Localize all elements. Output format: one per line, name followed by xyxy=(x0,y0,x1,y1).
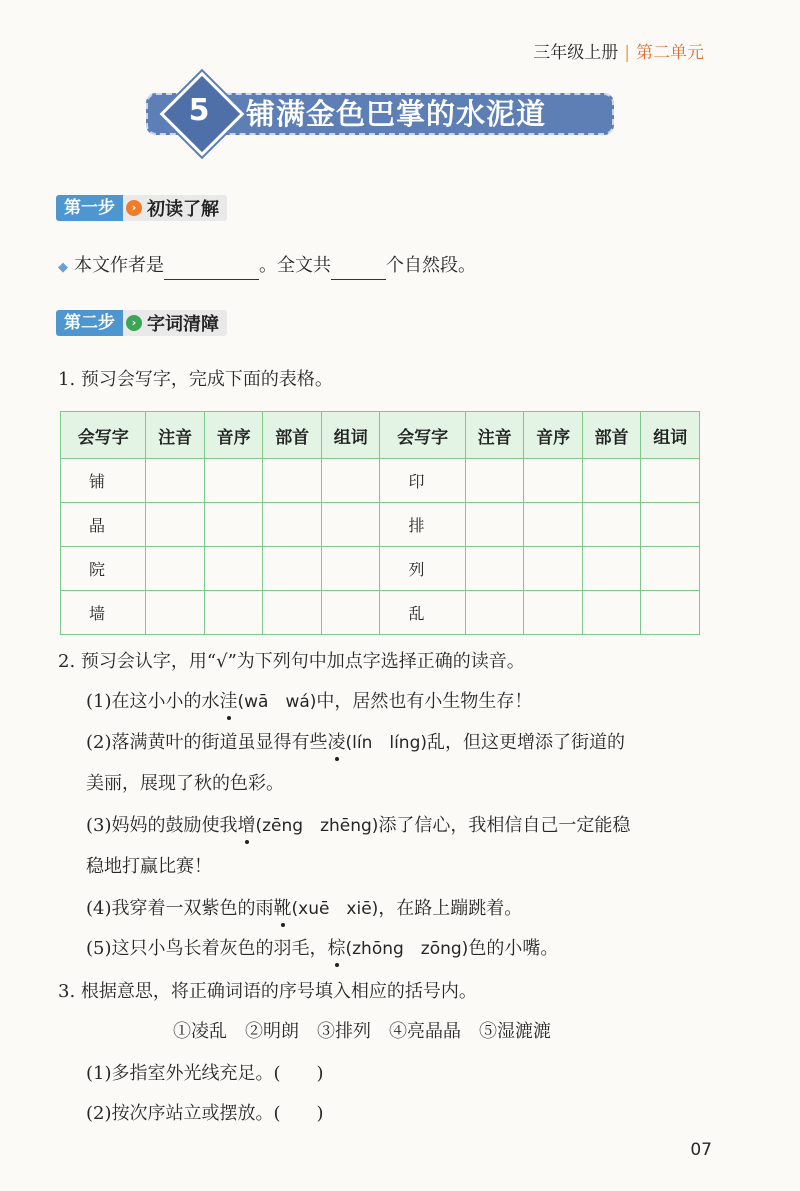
answer-cell[interactable] xyxy=(146,547,205,591)
table-header-cell: 音序 xyxy=(524,412,583,459)
chevron-right-icon: › xyxy=(126,200,142,216)
answer-cell[interactable] xyxy=(146,459,205,503)
question-3: 3. 根据意思，将正确词语的序号填入相应的括号内。 xyxy=(58,981,477,1002)
table-header-cell: 组词 xyxy=(641,412,700,459)
answer-cell[interactable] xyxy=(263,547,322,591)
item-text: (4)我穿着一双紫色的雨 xyxy=(86,898,274,919)
characters-table xyxy=(60,411,700,635)
step-two-heading xyxy=(56,310,227,336)
answer-cell[interactable] xyxy=(641,503,700,547)
diamond-bullet-icon: ◆ xyxy=(58,260,68,275)
character-cell: 乱 xyxy=(380,591,465,635)
grade-label: 三年级上册 xyxy=(533,43,619,63)
dotted-character: 增 xyxy=(237,815,256,836)
author-blank[interactable] xyxy=(164,259,259,280)
question-2-item-3 xyxy=(86,814,630,838)
item-text: 中，居然也有小生物生存！ xyxy=(316,691,533,712)
answer-cell[interactable] xyxy=(263,459,322,503)
pinyin-choices[interactable]: (zhōng zōng) xyxy=(345,939,469,959)
answer-cell[interactable] xyxy=(582,547,641,591)
character-cell: 晶 xyxy=(61,503,146,547)
answer-cell[interactable] xyxy=(524,547,583,591)
table-header-cell: 组词 xyxy=(321,412,380,459)
answer-cell[interactable] xyxy=(524,591,583,635)
dotted-character: 洼 xyxy=(219,691,238,712)
answer-cell[interactable] xyxy=(641,459,700,503)
pinyin-choices[interactable]: (xuē xiē) xyxy=(291,899,379,919)
table-header-cell: 部首 xyxy=(582,412,641,459)
question-3-item-2[interactable]: (2)按次序站立或摆放。( ) xyxy=(86,1103,324,1124)
pinyin-choices[interactable]: (wā wá) xyxy=(237,692,317,712)
table-row xyxy=(61,503,700,547)
question-2-item-4 xyxy=(86,897,522,921)
pinyin-choices[interactable]: (lín líng) xyxy=(345,733,427,753)
table-header-cell: 部首 xyxy=(263,412,322,459)
item-text: ，在路上蹦跳着。 xyxy=(378,898,523,919)
answer-cell[interactable] xyxy=(321,591,380,635)
answer-cell[interactable] xyxy=(582,503,641,547)
page-header xyxy=(533,38,704,63)
question-2-item-3-continued: 稳地打赢比赛！ xyxy=(86,856,212,877)
question-1: 1. 预习会写字，完成下面的表格。 xyxy=(58,369,333,390)
unit-label: 第二单元 xyxy=(636,43,704,63)
table-header-cell: 音序 xyxy=(204,412,263,459)
question-2-item-5 xyxy=(86,937,558,961)
table-row xyxy=(61,459,700,503)
question-3-item-1[interactable]: (1)多指室外光线充足。( ) xyxy=(86,1063,324,1084)
answer-cell[interactable] xyxy=(321,459,380,503)
item-text: 乱，但这更增添了街道的 xyxy=(427,732,625,753)
answer-cell[interactable] xyxy=(204,547,263,591)
answer-cell[interactable] xyxy=(465,459,524,503)
character-cell: 排 xyxy=(380,503,465,547)
author-question-part2: 。全文共 xyxy=(259,255,331,276)
answer-cell[interactable] xyxy=(204,503,263,547)
lesson-number: 5 xyxy=(188,93,210,128)
lesson-title: 铺满金色巴掌的水泥道 xyxy=(246,97,547,131)
table-header-cell: 会写字 xyxy=(61,412,146,459)
table-header-cell: 注音 xyxy=(465,412,524,459)
author-question xyxy=(58,254,476,280)
answer-cell[interactable] xyxy=(146,503,205,547)
pinyin-choices[interactable]: (zēng zhēng) xyxy=(255,816,379,836)
author-question-part3: 个自然段。 xyxy=(386,255,476,276)
page-number: 07 xyxy=(690,1140,712,1160)
table-row xyxy=(61,547,700,591)
step-one-tag: 第一步 xyxy=(56,195,123,221)
answer-cell[interactable] xyxy=(524,503,583,547)
question-2-item-2 xyxy=(86,731,625,755)
answer-cell[interactable] xyxy=(263,591,322,635)
character-cell: 墙 xyxy=(61,591,146,635)
dotted-character: 凌 xyxy=(327,732,346,753)
answer-cell[interactable] xyxy=(321,503,380,547)
item-text: (5)这只小鸟长着灰色的羽毛， xyxy=(86,938,328,959)
table-row xyxy=(61,591,700,635)
character-cell: 院 xyxy=(61,547,146,591)
character-cell: 列 xyxy=(380,547,465,591)
item-text: (3)妈妈的鼓励使我 xyxy=(86,815,238,836)
answer-cell[interactable] xyxy=(465,591,524,635)
step-one-heading xyxy=(56,195,227,221)
answer-cell[interactable] xyxy=(641,547,700,591)
table-header-cell: 注音 xyxy=(146,412,205,459)
step-two-tag: 第二步 xyxy=(56,310,123,336)
answer-cell[interactable] xyxy=(204,459,263,503)
dotted-character: 靴 xyxy=(273,898,292,919)
item-text: 色的小嘴。 xyxy=(468,938,559,959)
answer-cell[interactable] xyxy=(321,547,380,591)
question-2: 2. 预习会认字，用“√”为下列句中加点字选择正确的读音。 xyxy=(58,651,525,672)
answer-cell[interactable] xyxy=(582,591,641,635)
answer-cell[interactable] xyxy=(263,503,322,547)
answer-cell[interactable] xyxy=(582,459,641,503)
character-cell: 铺 xyxy=(61,459,146,503)
answer-cell[interactable] xyxy=(641,591,700,635)
chevron-right-icon: › xyxy=(126,315,142,331)
word-options: ①凌乱 ②明朗 ③排列 ④亮晶晶 ⑤湿漉漉 xyxy=(173,1021,551,1042)
answer-cell[interactable] xyxy=(146,591,205,635)
question-2-item-1 xyxy=(86,690,532,714)
answer-cell[interactable] xyxy=(204,591,263,635)
step-one-name: 初读了解 xyxy=(147,199,219,220)
answer-cell[interactable] xyxy=(524,459,583,503)
table-header-row xyxy=(61,412,700,459)
table-header-cell: 会写字 xyxy=(380,412,465,459)
header-separator: | xyxy=(624,43,630,63)
item-text: (1)在这小小的水 xyxy=(86,691,220,712)
dotted-character: 棕 xyxy=(327,938,346,959)
author-question-part1: 本文作者是 xyxy=(74,255,164,276)
step-two-name: 字词清障 xyxy=(147,314,219,335)
answer-cell[interactable] xyxy=(465,547,524,591)
paragraph-count-blank[interactable] xyxy=(331,259,386,280)
character-cell: 印 xyxy=(380,459,465,503)
question-2-item-2-continued: 美丽，展现了秋的色彩。 xyxy=(86,773,284,794)
item-text: 添了信心，我相信自己一定能稳 xyxy=(378,815,631,836)
item-text: (2)落满黄叶的街道虽显得有些 xyxy=(86,732,328,753)
answer-cell[interactable] xyxy=(465,503,524,547)
